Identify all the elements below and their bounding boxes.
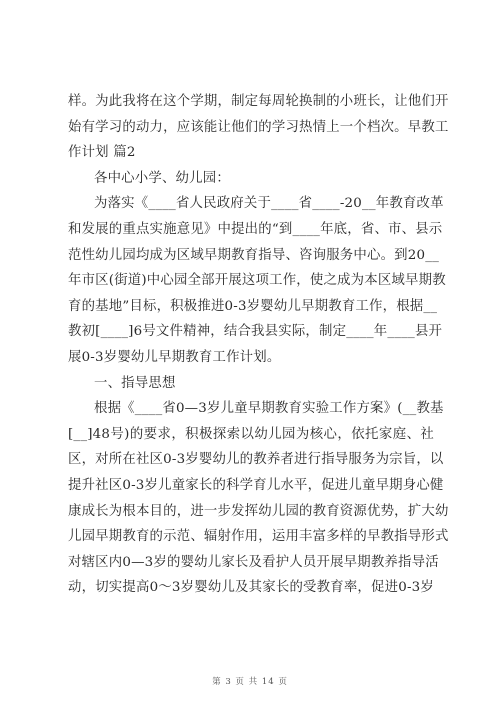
text-line: 康成长为根本目的，进一步发挥幼儿园的教育资源优势，扩大幼 [68, 503, 449, 519]
page-number: 第 3 页 共 14 页 [212, 677, 288, 687]
body-text [68, 89, 449, 601]
text-line: 区，对所在社区0-3岁婴幼儿的教养者进行指导服务为宗旨，以 [68, 452, 444, 468]
text-line: 动，切实提高0～3岁婴幼儿及其家长的受教育率，促进0-3岁 [68, 580, 434, 596]
text-line: 根据《____省0—3岁儿童早期教育实验工作方案》(__教基 [94, 401, 444, 417]
text-line: [__]48号)的要求，积极探索以幼儿园为核心，依托家庭、社 [68, 426, 434, 442]
text-line: 儿园早期教育的示范、辐射作用，运用丰富多样的早教指导形式 [68, 529, 449, 545]
text-line: 展0-3岁婴幼儿早期教育工作计划。 [68, 349, 281, 365]
text-line: 年市区(街道)中心园全部开展这项工作，使之成为本区域早期教 [68, 273, 446, 289]
text-line: 始有学习的动力，应该能让他们的学习热情上一个档次。早教工 [68, 119, 449, 135]
text-line: 育的基地”目标，积极推进0-3岁婴幼儿早期教育工作，根据__ [68, 298, 438, 314]
text-line: 为落实《____省人民政府关于____省____-20__年教育改革 [94, 196, 444, 212]
text-line: 范性幼儿园均成为区域早期教育指导、咨询服务中心。到20__ [68, 247, 439, 263]
text-line: 和发展的重点实施意见》中提出的“到____年底，省、市、县示 [68, 221, 443, 237]
salutation: 各中心小学、幼儿园： [94, 170, 230, 186]
text-line: 提升社区0-3岁儿童家长的科学育儿水平，促进儿童早期身心健 [68, 477, 444, 493]
text-line: 对辖区内0—3岁的婴幼儿家长及看护人员开展早期教养指导活 [68, 554, 439, 570]
subheading: 一、指导思想 [94, 375, 176, 391]
text-line: 样。为此我将在这个学期，制定每周轮换制的小班长，让他们开 [68, 94, 449, 109]
section-heading: 作计划 篇2 [68, 145, 136, 161]
text-line: 教初[____]6号文件精神，结合我县实际，制定____年____县开 [68, 324, 443, 340]
